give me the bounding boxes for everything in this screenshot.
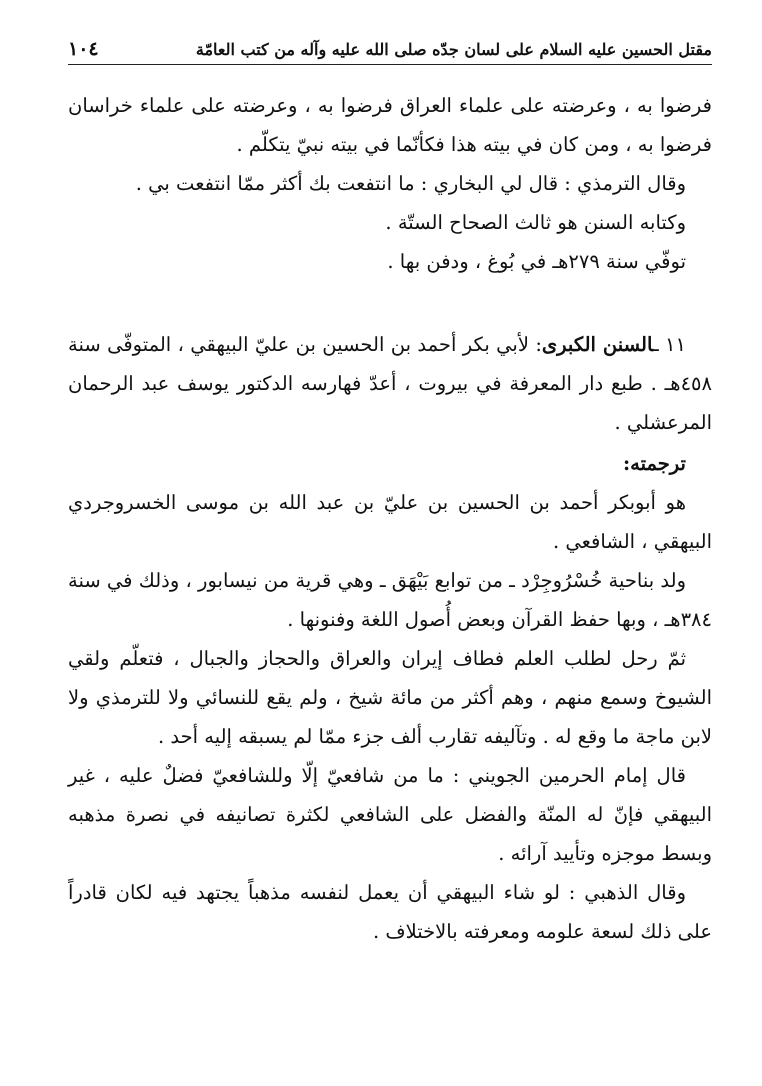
paragraph-tirmidhi-quote: وقال الترمذي : قال لي البخاري : ما انتفعت بك أكثر ممّا انتفعت بي . bbox=[135, 172, 686, 195]
entry-number: ١١ ـ bbox=[652, 333, 686, 356]
paragraph-juwayni-quote: قال إمام الحرمين الجويني : ما من شافعيّ إلّا وللشافعيّ فضلٌ عليه ، غير البيهقي فإنّ له المنّة والفضل على الشافعي لكثرة تصانيفه في نصرة مذهبه وبسط موجزه وتأييد آرائه . bbox=[68, 764, 712, 865]
bibliography-entry bbox=[68, 325, 712, 442]
section-spacer bbox=[68, 281, 712, 325]
entry-title: السنن الكبرى bbox=[541, 333, 653, 356]
page-number: ١٠٤ bbox=[68, 38, 99, 60]
paragraph-continuation: فرضوا به ، وعرضته على علماء العراق فرضوا به ، وعرضته على علماء خراسان فرضوا به ، ومن كان في بيته هذا فكأنّما في بيته نبيّ يتكلّم . bbox=[68, 94, 712, 156]
page-header bbox=[68, 30, 712, 65]
section-heading: ترجمته: bbox=[622, 452, 686, 475]
page-body bbox=[68, 86, 712, 951]
paragraph-death-date: توفّي سنة ٢٧٩هـ في بُوغ ، ودفن بها . bbox=[387, 250, 686, 273]
paragraph-sunan-rank: وكتابه السنن هو ثالث الصحاح الستّة . bbox=[385, 211, 686, 234]
running-title: مقتل الحسين عليه السلام على لسان جدّه صلى الله عليه وآله من كتب العامّة bbox=[195, 40, 712, 59]
paragraph-travels: ثمّ رحل لطلب العلم فطاف إيران والعراق والحجاز والجبال ، فتعلّم ولقي الشيوخ وسمع منهم ، وهم أكثر من مائة شيخ ، ولم يقع للنسائي ولا للترمذي ولا لابن ماجة ما وقع له . وتآليفه تقارب ألف جزء ممّا لم يسبقه إليه أحد . bbox=[68, 647, 712, 748]
paragraph-dhahabi-quote: وقال الذهبي : لو شاء البيهقي أن يعمل لنفسه مذهباً يجتهد فيه لكان قادراً على ذلك لسعة علومه ومعرفته بالاختلاف . bbox=[68, 881, 712, 943]
entry-text: : لأبي بكر أحمد بن الحسين بن عليّ البيهقي ، المتوفّى سنة ٤٥٨هـ . طبع دار المعرفة في بيروت ، أعدّ فهارسه الدكتور يوسف عبد الرحمان المرعشلي . bbox=[68, 333, 712, 434]
paragraph-birth: ولد بناحية خُسْرُوجِرْد ـ من توابع بَيْهَق ـ وهي قرية من نيسابور ، وذلك في سنة ٣٨٤هـ ، وبها حفظ القرآن وبعض أُصول اللغة وفنونها . bbox=[68, 569, 712, 631]
paragraph-biography-name: هو أبوبكر أحمد بن الحسين بن عليّ بن عبد الله بن موسى الخسروجردي البيهقي ، الشافعي . bbox=[68, 491, 712, 553]
